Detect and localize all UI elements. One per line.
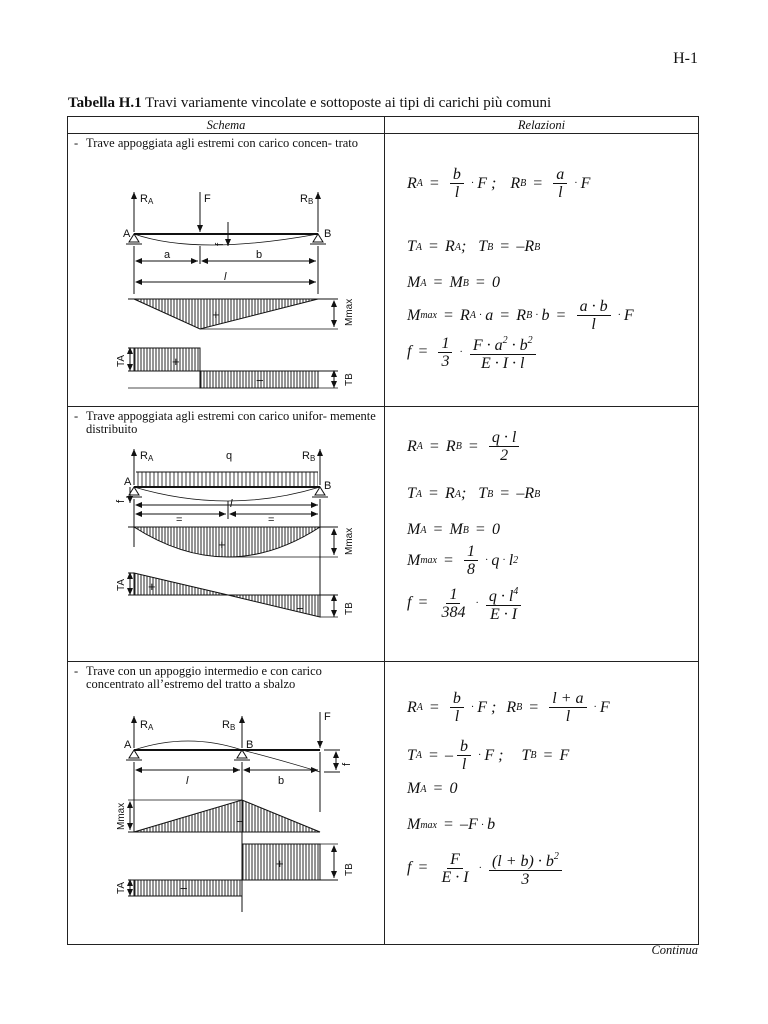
label-dim-b: b: [256, 249, 263, 261]
formula-mmax: M max = –F · b: [407, 816, 496, 833]
label-plus-shear: +: [276, 856, 284, 871]
label-half-right: =: [268, 514, 275, 526]
label-ta: TA: [116, 578, 127, 591]
table-row: [68, 134, 699, 407]
label-minus-shear: −: [180, 881, 188, 896]
label-mmax: Mmax: [344, 527, 355, 555]
row-description: Trave appoggiata agli estremi con carico concen- trato: [86, 136, 358, 150]
caption-text: Travi variamente vincolate e sottoposte ai tipi di carichi più comuni: [145, 95, 552, 111]
label-a-point: A: [123, 228, 131, 240]
beam-diagram-2: [68, 407, 384, 661]
table-row: [68, 407, 699, 662]
label-deflection-f: f: [214, 242, 226, 246]
formula-shear: T A = R A ; T B = –R B: [407, 238, 541, 255]
label-deflection-f: f: [341, 762, 353, 766]
formula-shear: T A = R A ; T B = –R B: [407, 485, 541, 502]
label-b-point: B: [246, 739, 254, 751]
label-deflection-f: f: [115, 499, 127, 503]
continua-note: Continua: [651, 943, 698, 957]
table-caption: [68, 95, 551, 112]
label-ra: RA: [140, 193, 154, 206]
beam-diagram-1: [68, 134, 384, 406]
formula-moment-ends: M A = M B = 0: [407, 274, 500, 291]
label-a-point: A: [124, 739, 132, 751]
label-ra: RA: [140, 450, 154, 463]
label-load-f: F: [324, 711, 331, 723]
row-description: Trave con un appoggio intermedio e con carico concentrato all’estremo del tratto a sbalzo: [86, 664, 322, 691]
relations-cell: [385, 662, 698, 944]
header-schema: Schema: [68, 117, 385, 134]
relations-cell: [385, 407, 698, 661]
formula-shear: T A = – $\frac{b}{l}$ · F ; T B = F: [407, 738, 570, 773]
label-rb: RB: [222, 719, 236, 732]
label-plus-shear: +: [148, 579, 156, 594]
label-dim-b: b: [278, 775, 285, 787]
label-minus: −: [236, 814, 244, 829]
label-load-f: F: [204, 193, 211, 205]
label-b-point: B: [324, 480, 332, 492]
label-mmax: Mmax: [116, 802, 127, 830]
beam-diagram-3: [68, 662, 384, 944]
label-rb: RB: [300, 193, 314, 206]
label-dim-a: a: [164, 249, 171, 261]
relations-cell: [385, 134, 698, 406]
formula-moment-ends: M A = M B = 0: [407, 521, 500, 538]
formula-deflection: f = $\frac{F}{E \cdot I}$ · $\frac{(l + b) \cdot b^2}{3}$: [407, 848, 566, 888]
schema-cell: - Trave con un appoggio intermedio e con carico concentrato all’estremo del tratto a sbalzo RA RB A B F f l b Mmax − + − TB TA: [68, 662, 384, 944]
label-ta: TA: [116, 354, 127, 367]
beam-table: [67, 116, 699, 945]
schema-cell: - Trave appoggiata agli estremi con carico concen- trato RA RB A B F f a b l + Mmax + − TA TB: [68, 134, 384, 406]
label-minus-shear: −: [256, 373, 264, 388]
label-tb: TB: [344, 863, 355, 876]
label-mmax: Mmax: [344, 298, 355, 326]
label-dim-l: l: [186, 775, 189, 787]
label-plus: +: [218, 537, 226, 552]
label-plus-shear: +: [172, 354, 180, 369]
label-dim-l: l: [224, 271, 227, 283]
label-minus-shear: −: [296, 601, 304, 616]
label-load-q: q: [226, 450, 233, 462]
page-number: H-1: [673, 50, 698, 67]
formula-mmax: M max = $\frac{1}{8}$ · q · l 2: [407, 543, 519, 578]
formula-reactions: R A = $\frac{b}{l}$ · F ; R B = $\frac{l + a}{l}$ · F: [407, 690, 610, 725]
label-rb: RB: [302, 450, 316, 463]
header-relazioni: Relazioni: [385, 117, 699, 134]
label-tb: TB: [344, 373, 355, 386]
label-dim-l: l: [230, 498, 233, 510]
table-row: [68, 662, 699, 945]
formula-reactions: R A = $\frac{b}{l}$ · F ; R B = $\frac{a}{l}$ · F: [407, 166, 591, 201]
label-a-point: A: [124, 476, 132, 488]
label-b-point: B: [324, 228, 332, 240]
formula-reactions: R A = R B = $\frac{q \cdot l}{2}$: [407, 429, 523, 464]
schema-cell: - Trave appoggiata agli estremi con carico unifor- memente distribuito RA RB A B q f l = = + Mmax + − TA TB: [68, 407, 384, 661]
label-plus: +: [212, 307, 220, 322]
label-ra: RA: [140, 719, 154, 732]
formula-moment-a: M A = 0: [407, 780, 458, 797]
row-description: Trave appoggiata agli estremi con carico unifor- memente distribuito: [86, 409, 376, 436]
label-ta: TA: [116, 881, 127, 894]
formula-deflection: f = $\frac{1}{384}$ · $\frac{q \cdot l^4}{E \cdot I}$: [407, 583, 525, 623]
label-half-left: =: [176, 514, 183, 526]
label-tb: TB: [344, 602, 355, 615]
caption-label: Tabella H.1: [68, 95, 142, 111]
formula-deflection: f = $\frac{1}{3}$ · $\frac{F \cdot a^2 \cdot b^2}{E \cdot I \cdot l}$: [407, 332, 540, 372]
formula-mmax: M max = R A · a = R B · b = $\frac{a \cdot b}{l}$ · F: [407, 298, 634, 333]
